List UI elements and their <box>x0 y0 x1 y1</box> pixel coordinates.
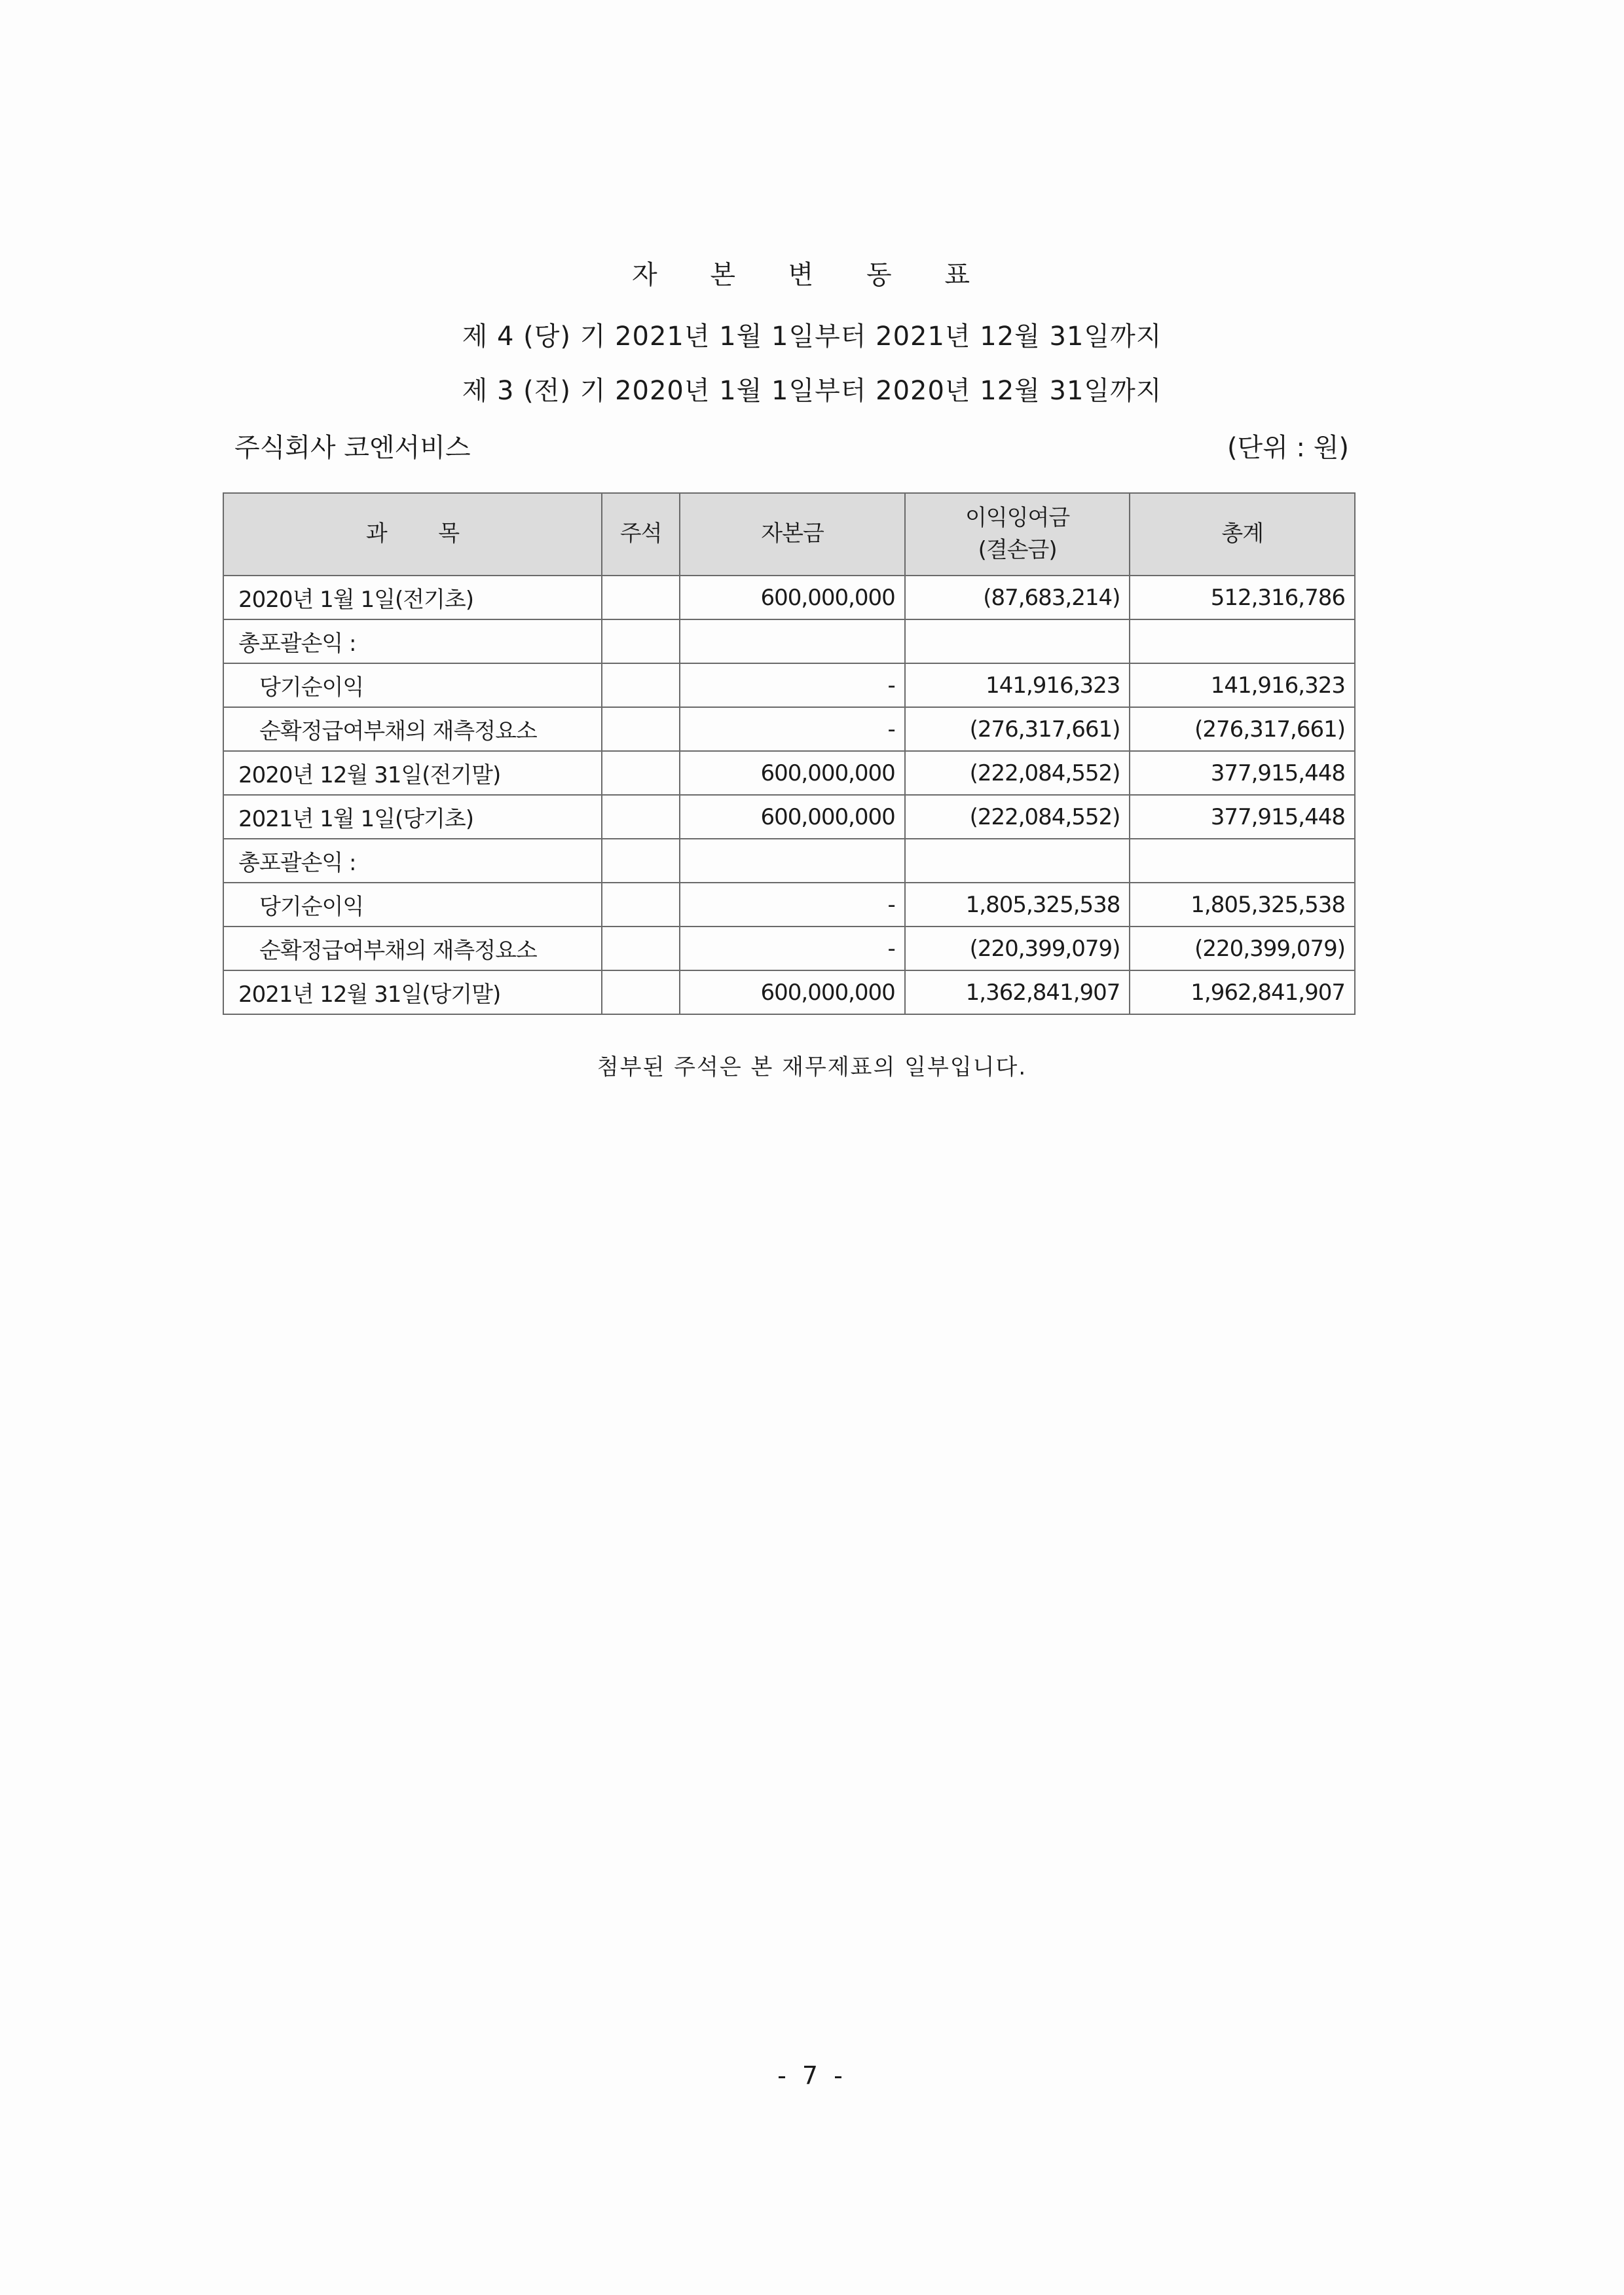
table-row <box>223 663 1355 707</box>
cell-retained-earnings: (220,399,079) <box>905 927 1130 970</box>
equity-changes-table <box>223 492 1356 1015</box>
table-row <box>223 751 1355 795</box>
cell-capital <box>680 839 905 883</box>
cell-item: 2021년 12월 31일(당기말) <box>223 970 602 1014</box>
cell-retained-earnings: (222,084,552) <box>905 795 1130 839</box>
table-row <box>223 970 1355 1014</box>
cell-note <box>602 576 680 619</box>
cell-total: (276,317,661) <box>1130 707 1355 751</box>
company-name: 주식회사 코엔서비스 <box>234 433 471 463</box>
cell-capital: 600,000,000 <box>680 970 905 1014</box>
cell-total: 1,962,841,907 <box>1130 970 1355 1014</box>
cell-retained-earnings: 1,362,841,907 <box>905 970 1130 1014</box>
cell-note <box>602 970 680 1014</box>
header-retained-line1: 이익잉여금 <box>965 504 1070 531</box>
cell-item: 순확정급여부채의 재측정요소 <box>223 927 602 970</box>
header-capital: 자본금 <box>680 493 905 576</box>
cell-note <box>602 839 680 883</box>
cell-retained-earnings <box>905 839 1130 883</box>
header-item: 과 목 <box>223 493 602 576</box>
currency-unit: (단위 : 원) <box>1227 433 1349 463</box>
table-row <box>223 619 1355 663</box>
cell-total: 512,316,786 <box>1130 576 1355 619</box>
cell-note <box>602 663 680 707</box>
document-title: 자 본 변 동 표 <box>631 260 993 290</box>
cell-capital: - <box>680 707 905 751</box>
cell-retained-earnings: (276,317,661) <box>905 707 1130 751</box>
header-total: 총계 <box>1130 493 1355 576</box>
cell-total: 377,915,448 <box>1130 751 1355 795</box>
cell-total: 377,915,448 <box>1130 795 1355 839</box>
cell-item: 당기순이익 <box>223 663 602 707</box>
cell-note <box>602 927 680 970</box>
header-note: 주석 <box>602 493 680 576</box>
table-row <box>223 707 1355 751</box>
cell-note <box>602 751 680 795</box>
table-body <box>223 576 1355 1014</box>
cell-total <box>1130 839 1355 883</box>
cell-note <box>602 795 680 839</box>
cell-total: (220,399,079) <box>1130 927 1355 970</box>
cell-item: 순확정급여부채의 재측정요소 <box>223 707 602 751</box>
cell-item: 2020년 1월 1일(전기초) <box>223 576 602 619</box>
cell-retained-earnings: (87,683,214) <box>905 576 1130 619</box>
cell-retained-earnings: 1,805,325,538 <box>905 883 1130 927</box>
cell-capital: 600,000,000 <box>680 795 905 839</box>
cell-item: 총포괄손익 : <box>223 619 602 663</box>
cell-note <box>602 619 680 663</box>
cell-item: 2021년 1월 1일(당기초) <box>223 795 602 839</box>
cell-capital <box>680 619 905 663</box>
page-number: - 7 - <box>777 2061 847 2090</box>
cell-total: 141,916,323 <box>1130 663 1355 707</box>
cell-note <box>602 883 680 927</box>
current-period: 제 4 (당) 기 2021년 1월 1일부터 2021년 12월 31일까지 <box>462 321 1162 352</box>
header-retained-earnings <box>905 493 1130 576</box>
cell-capital: - <box>680 927 905 970</box>
cell-retained-earnings: (222,084,552) <box>905 751 1130 795</box>
cell-total: 1,805,325,538 <box>1130 883 1355 927</box>
table-header-row <box>223 493 1355 576</box>
cell-capital: - <box>680 883 905 927</box>
cell-item: 2020년 12월 31일(전기말) <box>223 751 602 795</box>
cell-capital: - <box>680 663 905 707</box>
cell-retained-earnings: 141,916,323 <box>905 663 1130 707</box>
table-row <box>223 927 1355 970</box>
table-row <box>223 576 1355 619</box>
cell-total <box>1130 619 1355 663</box>
cell-capital: 600,000,000 <box>680 751 905 795</box>
cell-item: 당기순이익 <box>223 883 602 927</box>
footnote: 첨부된 주석은 본 재무제표의 일부입니다. <box>597 1054 1027 1080</box>
header-retained-line2: (결손금) <box>978 537 1057 563</box>
cell-retained-earnings <box>905 619 1130 663</box>
table-row <box>223 883 1355 927</box>
cell-item: 총포괄손익 : <box>223 839 602 883</box>
table-row <box>223 839 1355 883</box>
cell-note <box>602 707 680 751</box>
prior-period: 제 3 (전) 기 2020년 1월 1일부터 2020년 12월 31일까지 <box>462 376 1162 406</box>
cell-capital: 600,000,000 <box>680 576 905 619</box>
table-row <box>223 795 1355 839</box>
